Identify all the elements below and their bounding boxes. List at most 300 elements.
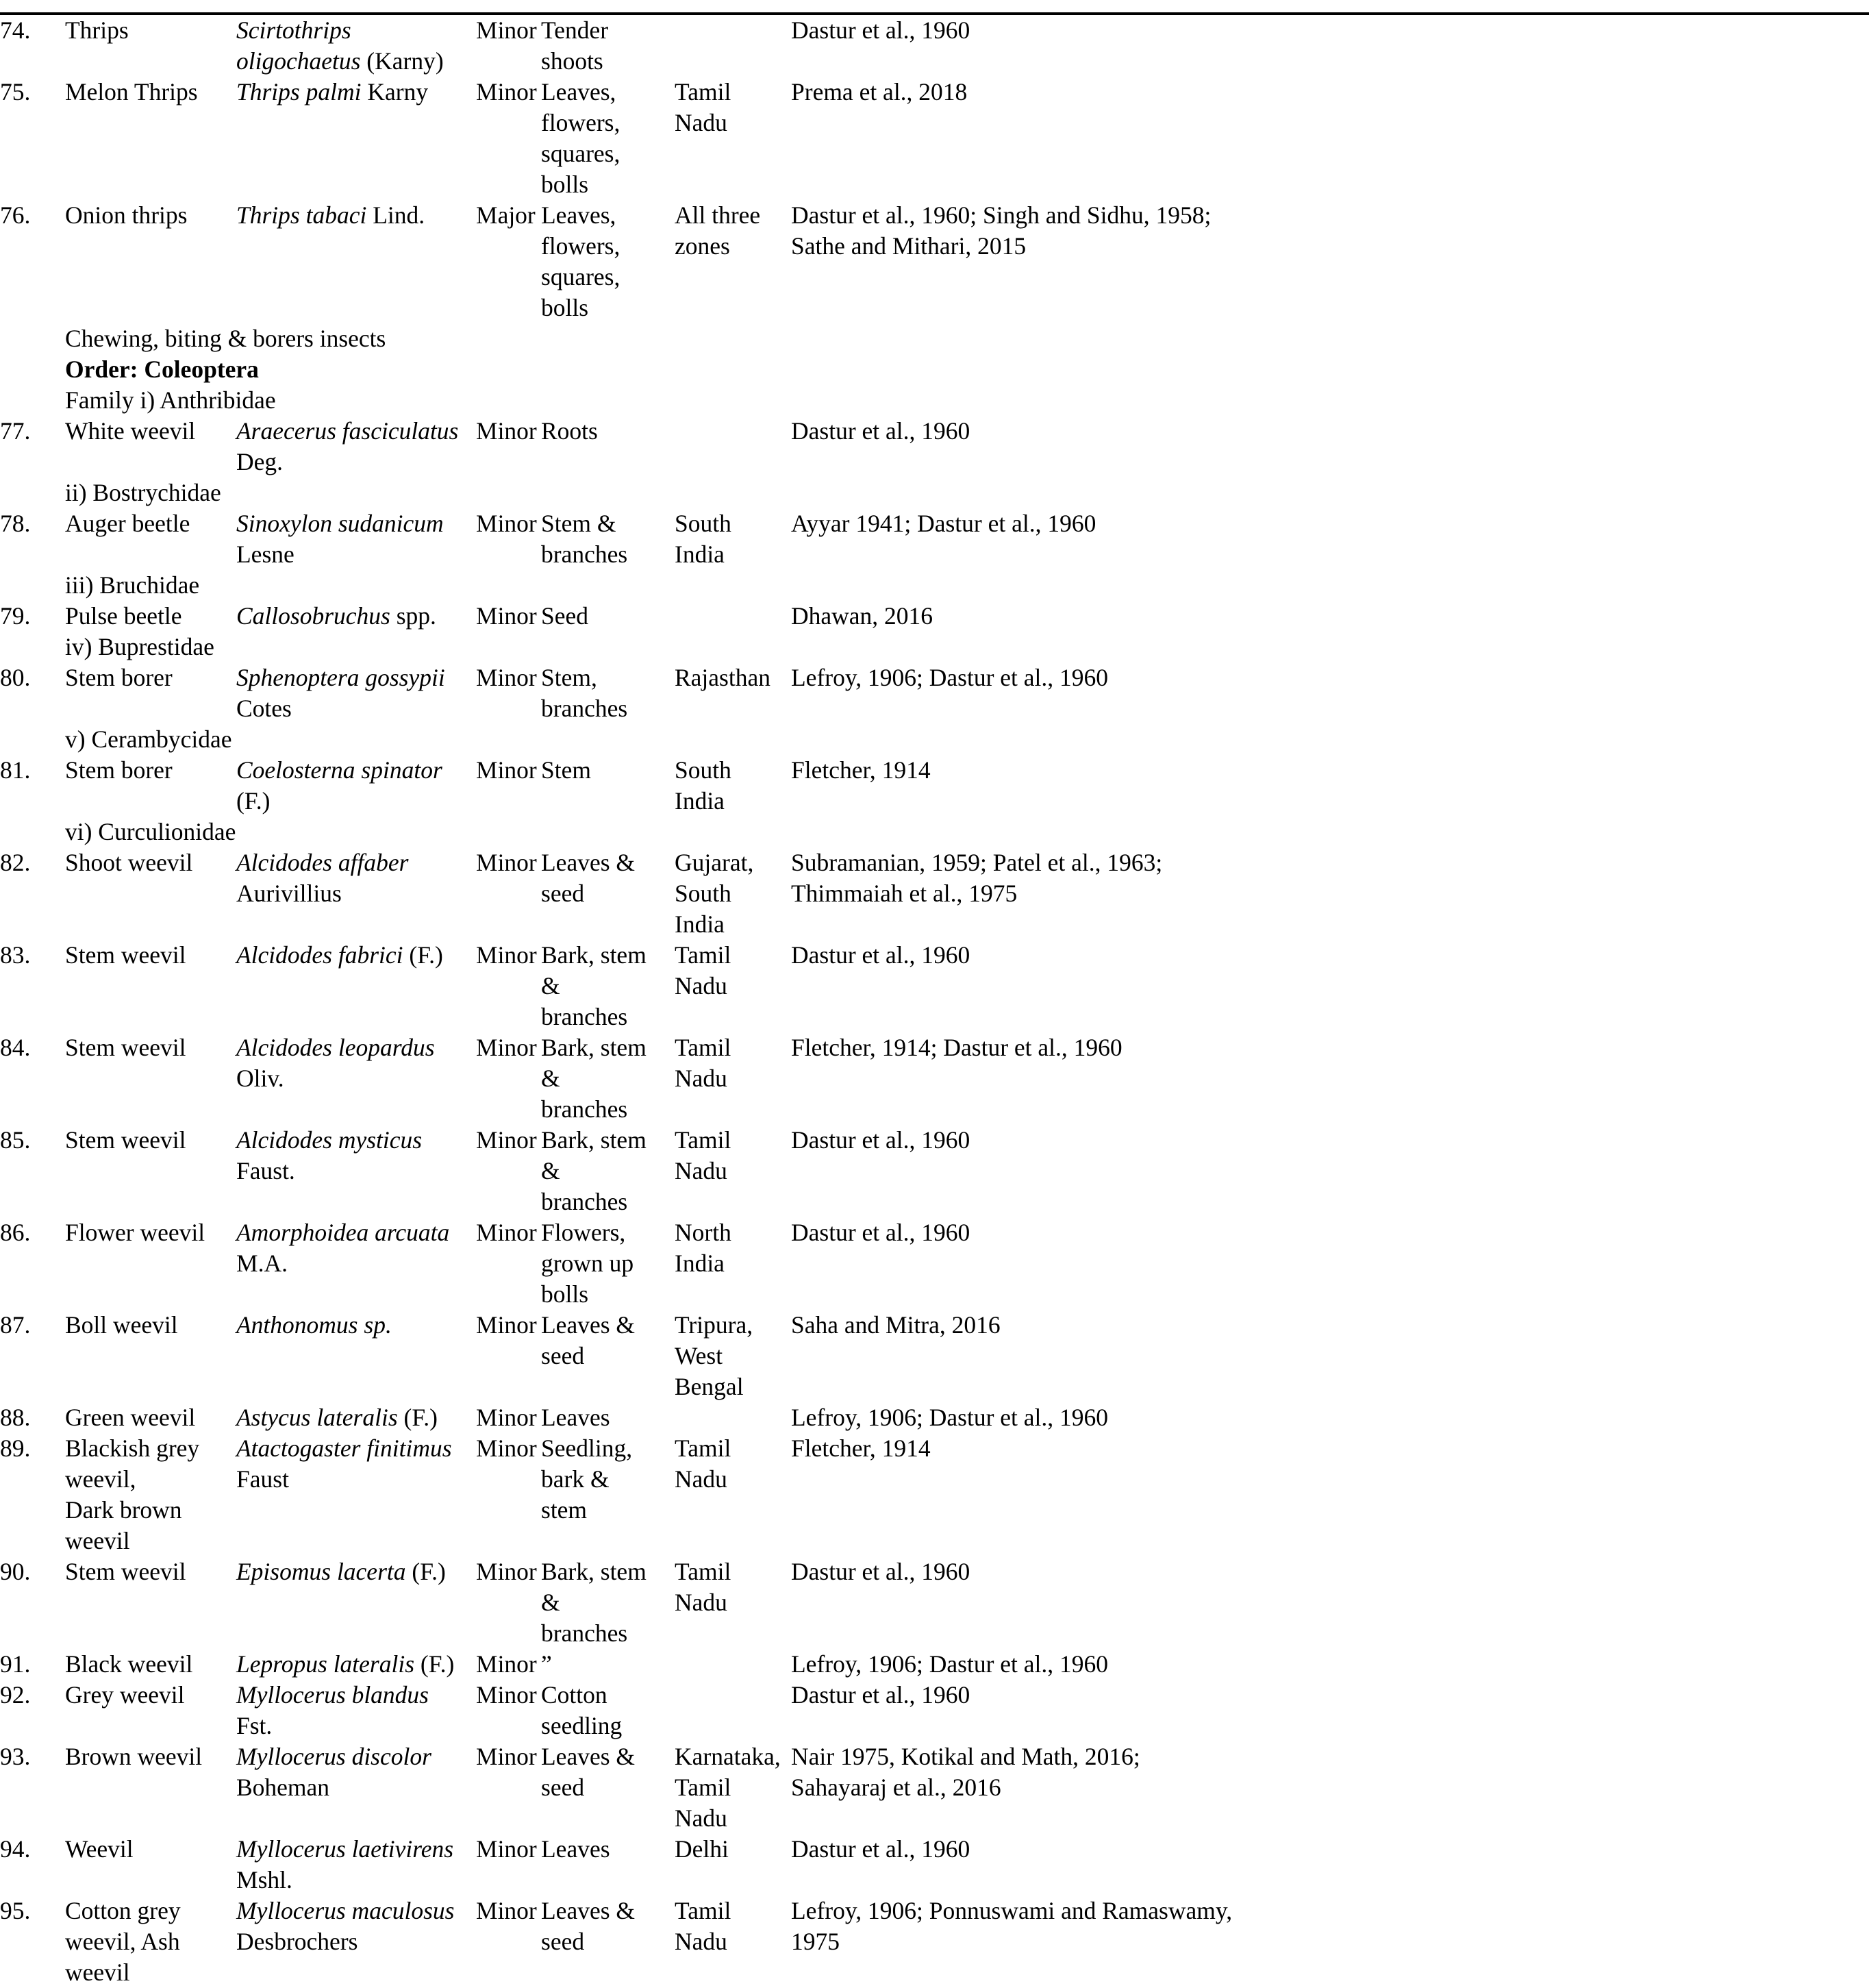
- row-number-cell: [0, 940, 65, 1032]
- common-name-cell-line: Green weevil: [65, 1404, 196, 1431]
- common-name-cell: [65, 77, 236, 200]
- insect-pest-table: [0, 15, 1869, 1988]
- scientific-name-authority: Faust.: [236, 1157, 295, 1184]
- plant-part-cell: [541, 940, 675, 1032]
- common-name-cell-line: Blackish grey weevil,: [65, 1434, 200, 1493]
- status-cell: [476, 1433, 541, 1556]
- scientific-name-authority: Karny: [361, 78, 429, 105]
- table-row: [0, 662, 1869, 724]
- scientific-name-cell: [236, 1741, 476, 1834]
- family-heading-text: v) Cerambycidae: [65, 725, 232, 753]
- reference-cell: [791, 1834, 1869, 1896]
- zone-cell-line: South India: [675, 756, 731, 815]
- status-cell-line: Minor: [476, 1897, 537, 1924]
- status-cell-line: Minor: [476, 510, 537, 537]
- scientific-name-cell: [236, 847, 476, 940]
- status-cell: [476, 1402, 541, 1433]
- row-number-cell-line: 94.: [0, 1835, 31, 1863]
- reference-cell: [791, 1741, 1869, 1834]
- zone-cell-line: Gujarat, South: [675, 849, 754, 907]
- status-cell-line: Minor: [476, 417, 537, 445]
- row-number-cell: [0, 847, 65, 940]
- scientific-name-cell: [236, 662, 476, 724]
- family-heading-cell: [65, 817, 1869, 847]
- table-row: [0, 77, 1869, 200]
- scientific-name-cell: [236, 1896, 476, 1988]
- status-cell: [476, 1741, 541, 1834]
- scientific-name-authority: Lind.: [366, 201, 425, 229]
- scientific-name-italic: Scirtothrips oligochaetus: [236, 16, 361, 75]
- status-cell-line: Minor: [476, 16, 537, 44]
- reference-cell-line: 1975: [791, 1928, 840, 1955]
- common-name-cell: [65, 1649, 236, 1680]
- reference-cell: [791, 15, 1869, 77]
- plant-part-cell-line: Roots: [541, 417, 598, 445]
- scientific-name-italic: Coelosterna spinator: [236, 756, 442, 784]
- plant-part-cell: [541, 1310, 675, 1402]
- table-row: [0, 416, 1869, 477]
- plant-part-cell: [541, 508, 675, 570]
- section-heading-row: [0, 323, 1869, 416]
- table-row: [0, 1433, 1869, 1556]
- status-cell-line: Minor: [476, 1558, 537, 1585]
- table-row: [0, 1402, 1869, 1433]
- zone-cell-line: Tamil Nadu: [675, 1774, 731, 1832]
- scientific-name-cell: [236, 940, 476, 1032]
- status-cell: [476, 1125, 541, 1217]
- common-name-cell: [65, 15, 236, 77]
- plant-part-cell-line: Leaves & seed: [541, 849, 636, 907]
- reference-cell: [791, 940, 1869, 1032]
- family-heading-row: [0, 477, 1869, 508]
- reference-cell: [791, 662, 1869, 724]
- zone-cell-line: All three zones: [675, 201, 761, 260]
- family-row-spacer: [0, 632, 65, 662]
- zone-cell: [675, 1680, 791, 1741]
- plant-part-cell: [541, 755, 675, 817]
- table-row: [0, 508, 1869, 570]
- common-name-cell-line: Stem borer: [65, 756, 173, 784]
- scientific-name-authority: Mshl.: [236, 1866, 292, 1893]
- scientific-name-italic: Thrips tabaci: [236, 201, 367, 229]
- scientific-name-cell: [236, 1310, 476, 1402]
- zone-cell: [675, 1217, 791, 1310]
- scientific-name-authority: (F.): [397, 1404, 438, 1431]
- plant-part-cell-line: branches: [541, 1095, 628, 1123]
- status-cell: [476, 601, 541, 632]
- reference-cell-line: Lefroy, 1906; Dastur et al., 1960: [791, 1650, 1109, 1678]
- plant-part-cell-line: ”: [541, 1650, 552, 1678]
- plant-part-cell: [541, 601, 675, 632]
- plant-part-cell-line: Leaves & seed: [541, 1311, 636, 1369]
- row-number-cell-line: 86.: [0, 1219, 31, 1246]
- scientific-name-italic: Araecerus fasciculatus: [236, 417, 459, 445]
- table-row: [0, 1834, 1869, 1896]
- row-number-cell-line: 87.: [0, 1311, 31, 1339]
- scientific-name-italic: Alcidodes affaber: [236, 849, 409, 876]
- row-number-cell-line: 78.: [0, 510, 31, 537]
- zone-cell-line: Tamil Nadu: [675, 78, 731, 136]
- scientific-name-italic: Sphenoptera gossypii: [236, 664, 445, 691]
- common-name-cell: [65, 1834, 236, 1896]
- reference-cell: [791, 77, 1869, 200]
- row-number-cell: [0, 508, 65, 570]
- status-cell-line: Minor: [476, 1434, 537, 1462]
- common-name-cell-line: Stem weevil: [65, 1126, 186, 1154]
- plant-part-cell-line: Seed: [541, 602, 589, 630]
- row-number-cell-line: 95.: [0, 1897, 31, 1924]
- reference-cell-line: Dhawan, 2016: [791, 602, 933, 630]
- status-cell-line: Minor: [476, 1219, 537, 1246]
- common-name-cell: [65, 847, 236, 940]
- reference-cell-line: Lefroy, 1906; Dastur et al., 1960: [791, 1404, 1109, 1431]
- reference-cell: [791, 601, 1869, 632]
- zone-cell: [675, 1896, 791, 1988]
- status-cell-line: Minor: [476, 941, 537, 969]
- row-number-cell-line: 83.: [0, 941, 31, 969]
- zone-cell: [675, 1402, 791, 1433]
- plant-part-cell: [541, 200, 675, 323]
- scientific-name-italic: Atactogaster finitimus: [236, 1434, 452, 1462]
- family-heading-cell: [65, 632, 1869, 662]
- reference-cell-line: Nair 1975, Kotikal and Math, 2016;: [791, 1743, 1140, 1770]
- row-number-cell-line: 84.: [0, 1034, 31, 1061]
- reference-cell-line: Fletcher, 1914; Dastur et al., 1960: [791, 1034, 1122, 1061]
- scientific-name-italic: Lepropus lateralis: [236, 1650, 415, 1678]
- common-name-cell-line: Black weevil: [65, 1650, 193, 1678]
- status-cell-line: Minor: [476, 1126, 537, 1154]
- plant-part-cell-line: Bark, stem &: [541, 1558, 647, 1616]
- scientific-name-cell: [236, 1125, 476, 1217]
- row-number-cell: [0, 662, 65, 724]
- zone-cell: [675, 755, 791, 817]
- plant-part-cell-line: Bark, stem &: [541, 1126, 647, 1184]
- scientific-name-italic: Amorphoidea arcuata: [236, 1219, 450, 1246]
- reference-cell: [791, 1649, 1869, 1680]
- table-body: [0, 15, 1869, 1988]
- scientific-name-italic: Alcidodes mysticus: [236, 1126, 423, 1154]
- reference-cell-line: Sathe and Mithari, 2015: [791, 232, 1027, 260]
- plant-part-cell-line: Leaves: [541, 1835, 610, 1863]
- section-row-spacer: [0, 323, 65, 416]
- scientific-name-italic: Episomus lacerta: [236, 1558, 406, 1585]
- family-heading-row: [0, 724, 1869, 755]
- scientific-name-authority: spp.: [390, 602, 436, 630]
- common-name-cell-line: Stem weevil: [65, 1034, 186, 1061]
- table-row: [0, 1649, 1869, 1680]
- zone-cell: [675, 200, 791, 323]
- reference-cell: [791, 847, 1869, 940]
- table-row: [0, 1680, 1869, 1741]
- zone-cell-line: West Bengal: [675, 1342, 744, 1400]
- zone-cell: [675, 1125, 791, 1217]
- zone-cell: [675, 1433, 791, 1556]
- zone-cell-line: Tripura,: [675, 1311, 753, 1339]
- plant-part-cell-line: squares, bolls: [541, 140, 620, 198]
- reference-cell-line: Dastur et al., 1960: [791, 16, 970, 44]
- status-cell-line: Minor: [476, 78, 537, 105]
- status-cell: [476, 1310, 541, 1402]
- reference-cell-line: Fletcher, 1914: [791, 1434, 931, 1462]
- row-number-cell-line: 85.: [0, 1126, 31, 1154]
- common-name-cell-line: Dark brown weevil: [65, 1496, 182, 1554]
- reference-cell-line: Dastur et al., 1960: [791, 1558, 970, 1585]
- zone-cell-line: Tamil Nadu: [675, 1897, 731, 1955]
- status-cell: [476, 1680, 541, 1741]
- status-cell: [476, 1649, 541, 1680]
- row-number-cell: [0, 77, 65, 200]
- status-cell: [476, 1834, 541, 1896]
- plant-part-cell-line: Cotton seedling: [541, 1681, 623, 1739]
- scientific-name-cell: [236, 1032, 476, 1125]
- scientific-name-authority: Fst.: [236, 1712, 273, 1739]
- scientific-name-italic: Myllocerus laetivirens: [236, 1835, 454, 1863]
- row-number-cell-line: 82.: [0, 849, 31, 876]
- reference-cell-line: Thimmaiah et al., 1975: [791, 880, 1018, 907]
- plant-part-cell-line: Stem, branches: [541, 664, 628, 722]
- status-cell-line: Minor: [476, 1650, 537, 1678]
- row-number-cell-line: 77.: [0, 417, 31, 445]
- family-heading-text: vi) Curculionidae: [65, 818, 236, 845]
- table-row: [0, 1556, 1869, 1649]
- row-number-cell-line: 81.: [0, 756, 31, 784]
- common-name-cell: [65, 1125, 236, 1217]
- row-number-cell-line: 91.: [0, 1650, 31, 1678]
- table-row: [0, 200, 1869, 323]
- scientific-name-authority: Oliv.: [236, 1065, 284, 1092]
- reference-cell: [791, 1556, 1869, 1649]
- row-number-cell-line: 93.: [0, 1743, 31, 1770]
- scientific-name-authority: Faust: [236, 1465, 289, 1493]
- reference-cell: [791, 1125, 1869, 1217]
- common-name-cell: [65, 1741, 236, 1834]
- status-cell: [476, 416, 541, 477]
- scientific-name-italic: Callosobruchus: [236, 602, 390, 630]
- reference-cell: [791, 1217, 1869, 1310]
- scientific-name-authority: Desbrochers: [236, 1928, 358, 1955]
- zone-cell: [675, 1834, 791, 1896]
- status-cell-line: Minor: [476, 1743, 537, 1770]
- family-heading-cell: [65, 477, 1869, 508]
- scientific-name-cell: [236, 601, 476, 632]
- plant-part-cell-line: Leaves & seed: [541, 1897, 636, 1955]
- reference-cell-line: Subramanian, 1959; Patel et al., 1963;: [791, 849, 1163, 876]
- plant-part-cell-line: Leaves, flowers,: [541, 201, 620, 260]
- plant-part-cell: [541, 1834, 675, 1896]
- status-cell: [476, 940, 541, 1032]
- table-row: [0, 1125, 1869, 1217]
- common-name-cell-line: Brown weevil: [65, 1743, 203, 1770]
- common-name-cell: [65, 1433, 236, 1556]
- common-name-cell: [65, 1402, 236, 1433]
- plant-part-cell-line: branches: [541, 1188, 628, 1215]
- status-cell-line: Minor: [476, 849, 537, 876]
- family-heading-text: iv) Buprestidae: [65, 633, 214, 660]
- plant-part-cell: [541, 77, 675, 200]
- status-cell-line: Minor: [476, 756, 537, 784]
- reference-cell: [791, 1402, 1869, 1433]
- row-number-cell-line: 92.: [0, 1681, 31, 1709]
- common-name-cell-line: White weevil: [65, 417, 196, 445]
- plant-part-cell-line: branches: [541, 1619, 628, 1647]
- family-heading-text: iii) Bruchidae: [65, 571, 200, 599]
- row-number-cell: [0, 755, 65, 817]
- reference-cell: [791, 1032, 1869, 1125]
- scientific-name-italic: Myllocerus discolor: [236, 1743, 431, 1770]
- row-number-cell-line: 80.: [0, 664, 31, 691]
- table-row: [0, 1896, 1869, 1988]
- scientific-name-authority: Aurivillius: [236, 880, 342, 907]
- scientific-name-authority: (F.): [236, 787, 271, 815]
- zone-cell-line: India: [675, 910, 725, 938]
- plant-part-cell-line: Leaves & seed: [541, 1743, 636, 1801]
- plant-part-cell: [541, 662, 675, 724]
- plant-part-cell-line: Flowers, grown up: [541, 1219, 634, 1277]
- common-name-cell-line: Auger beetle: [65, 510, 190, 537]
- common-name-cell: [65, 200, 236, 323]
- reference-cell-line: Lefroy, 1906; Dastur et al., 1960: [791, 664, 1109, 691]
- row-number-cell: [0, 1680, 65, 1741]
- reference-cell-line: Saha and Mitra, 2016: [791, 1311, 1001, 1339]
- zone-cell-line: Karnataka,: [675, 1743, 781, 1770]
- scientific-name-cell: [236, 416, 476, 477]
- scientific-name-authority: (F.): [405, 1558, 446, 1585]
- zone-cell-line: Tamil Nadu: [675, 1558, 731, 1616]
- scientific-name-cell: [236, 15, 476, 77]
- reference-cell: [791, 416, 1869, 477]
- family-row-spacer: [0, 724, 65, 755]
- table-row: [0, 1217, 1869, 1310]
- row-number-cell: [0, 1125, 65, 1217]
- common-name-cell: [65, 1556, 236, 1649]
- plant-part-cell: [541, 1896, 675, 1988]
- common-name-cell: [65, 416, 236, 477]
- plant-part-cell: [541, 1649, 675, 1680]
- reference-cell: [791, 1896, 1869, 1988]
- family-heading-row: [0, 632, 1869, 662]
- reference-cell-line: Lefroy, 1906; Ponnuswami and Ramaswamy,: [791, 1897, 1233, 1924]
- scientific-name-cell: [236, 200, 476, 323]
- status-cell: [476, 1032, 541, 1125]
- zone-cell: [675, 1556, 791, 1649]
- plant-part-cell-line: Bark, stem &: [541, 1034, 647, 1092]
- scientific-name-authority: Lesne: [236, 541, 294, 568]
- zone-cell: [675, 601, 791, 632]
- status-cell-line: Minor: [476, 1404, 537, 1431]
- scientific-name-italic: Anthonomus sp.: [236, 1311, 392, 1339]
- family-heading-cell: [65, 570, 1869, 601]
- reference-cell-line: Dastur et al., 1960: [791, 1126, 970, 1154]
- status-cell: [476, 1556, 541, 1649]
- status-cell: [476, 77, 541, 200]
- status-cell: [476, 508, 541, 570]
- zone-cell: [675, 77, 791, 200]
- zone-cell-line: North India: [675, 1219, 731, 1277]
- scientific-name-italic: Sinoxylon sudanicum: [236, 510, 444, 537]
- plant-part-cell-line: branches: [541, 1003, 628, 1030]
- scientific-name-authority: (F.): [414, 1650, 455, 1678]
- common-name-cell: [65, 1310, 236, 1402]
- common-name-cell-line: Stem borer: [65, 664, 173, 691]
- scientific-name-authority: M.A.: [236, 1250, 288, 1277]
- family-row-spacer: [0, 570, 65, 601]
- plant-part-cell: [541, 1032, 675, 1125]
- reference-cell-line: Dastur et al., 1960; Singh and Sidhu, 1958;: [791, 201, 1212, 229]
- reference-cell: [791, 508, 1869, 570]
- reference-cell: [791, 200, 1869, 323]
- scientific-name-cell: [236, 755, 476, 817]
- common-name-cell-line: Onion thrips: [65, 201, 188, 229]
- family-heading-row: [0, 570, 1869, 601]
- section-family-heading: Family i) Anthribidae: [65, 386, 276, 414]
- family-row-spacer: [0, 477, 65, 508]
- scientific-name-authority: (Karny): [360, 47, 444, 75]
- scientific-name-authority: (F.): [403, 941, 443, 969]
- plant-part-cell: [541, 1217, 675, 1310]
- common-name-cell: [65, 940, 236, 1032]
- zone-cell: [675, 847, 791, 940]
- zone-cell: [675, 416, 791, 477]
- reference-cell-line: Prema et al., 2018: [791, 78, 968, 105]
- scientific-name-authority: Deg.: [236, 448, 284, 475]
- common-name-cell-line: Thrips: [65, 16, 129, 44]
- scientific-name-italic: Alcidodes leopardus: [236, 1034, 435, 1061]
- zone-cell: [675, 1032, 791, 1125]
- reference-cell-line: Dastur et al., 1960: [791, 1835, 970, 1863]
- common-name-cell-line: Shoot weevil: [65, 849, 193, 876]
- zone-cell: [675, 1310, 791, 1402]
- row-number-cell-line: 88.: [0, 1404, 31, 1431]
- scientific-name-cell: [236, 508, 476, 570]
- scientific-name-cell: [236, 1402, 476, 1433]
- zone-cell: [675, 1649, 791, 1680]
- reference-cell-line: Dastur et al., 1960: [791, 1219, 970, 1246]
- row-number-cell-line: 76.: [0, 201, 31, 229]
- reference-cell-line: Sahayaraj et al., 2016: [791, 1774, 1001, 1801]
- reference-cell-line: Fletcher, 1914: [791, 756, 931, 784]
- plant-part-cell-line: bolls: [541, 1280, 589, 1308]
- zone-cell: [675, 15, 791, 77]
- table-row: [0, 601, 1869, 632]
- plant-part-cell-line: Tender shoots: [541, 16, 609, 75]
- zone-cell-line: Tamil Nadu: [675, 1126, 731, 1184]
- row-number-cell: [0, 1741, 65, 1834]
- row-number-cell-line: 90.: [0, 1558, 31, 1585]
- row-number-cell: [0, 1834, 65, 1896]
- table-row: [0, 1741, 1869, 1834]
- common-name-cell: [65, 508, 236, 570]
- row-number-cell-line: 75.: [0, 78, 31, 105]
- scientific-name-italic: Myllocerus maculosus: [236, 1897, 455, 1924]
- zone-cell-line: South India: [675, 510, 731, 568]
- row-number-cell: [0, 1217, 65, 1310]
- status-cell: [476, 1217, 541, 1310]
- plant-part-cell: [541, 15, 675, 77]
- common-name-cell: [65, 601, 236, 632]
- common-name-cell-line: Flower weevil: [65, 1219, 205, 1246]
- row-number-cell: [0, 1433, 65, 1556]
- common-name-cell-line: Melon Thrips: [65, 78, 198, 105]
- row-number-cell: [0, 1032, 65, 1125]
- plant-part-cell: [541, 1125, 675, 1217]
- plant-part-cell-line: stem: [541, 1496, 588, 1524]
- zone-cell-line: Rajasthan: [675, 664, 770, 691]
- status-cell-line: Minor: [476, 602, 537, 630]
- common-name-cell-line: Cotton grey weevil, Ash: [65, 1897, 181, 1955]
- plant-part-cell-line: Leaves, flowers,: [541, 78, 620, 136]
- row-number-cell: [0, 1556, 65, 1649]
- zone-cell-line: Tamil Nadu: [675, 1034, 731, 1092]
